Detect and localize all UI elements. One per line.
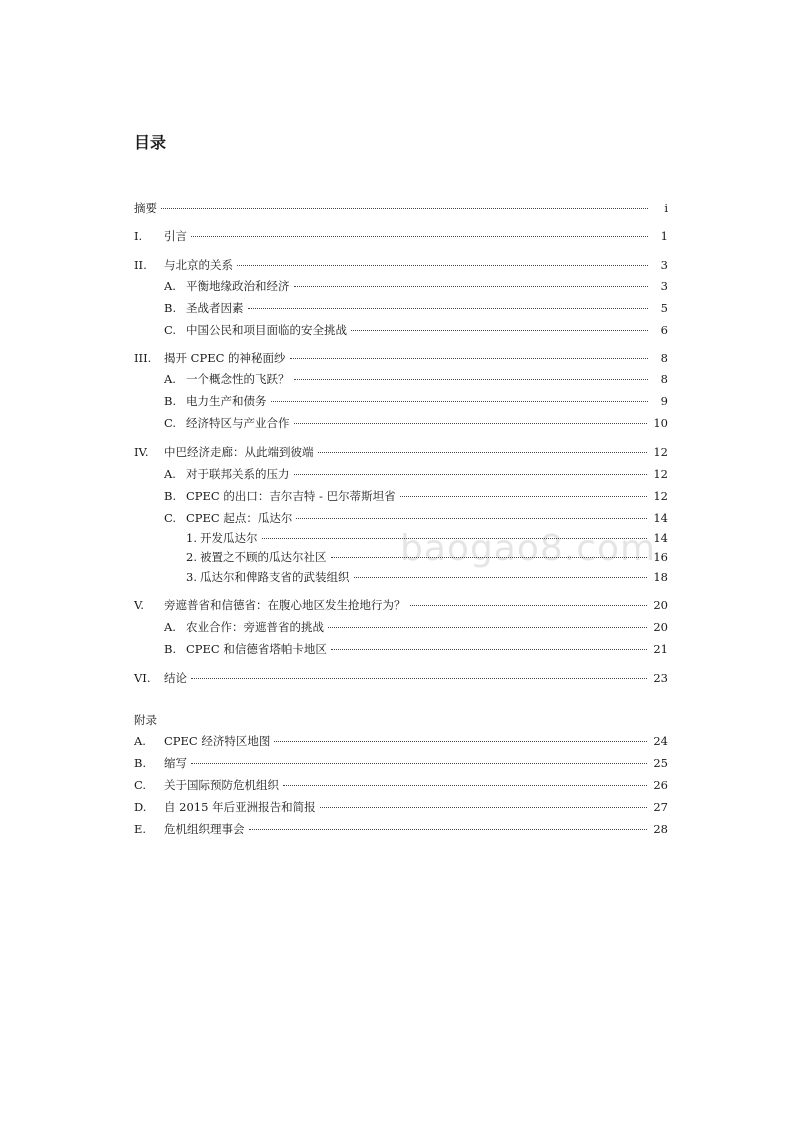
dot-leader	[331, 649, 647, 650]
dot-leader	[237, 265, 648, 266]
dot-leader	[354, 577, 648, 578]
annex-page: 28	[653, 822, 668, 836]
toc-number: I.	[134, 229, 143, 243]
dot-leader	[283, 785, 647, 786]
toc-number: III.	[134, 351, 152, 365]
annex-page: 27	[653, 800, 668, 814]
dot-leader	[351, 330, 648, 331]
dot-leader	[271, 401, 649, 402]
toc-number: VI.	[134, 671, 151, 685]
dot-leader	[294, 474, 648, 475]
toc-entry[interactable]	[164, 619, 668, 637]
toc-page: 8	[660, 372, 668, 386]
annex-entry[interactable]	[134, 777, 668, 795]
dot-leader	[294, 423, 648, 424]
toc-number: A.	[164, 467, 176, 481]
toc-page: 21	[653, 642, 668, 656]
dot-leader	[400, 496, 648, 497]
toc-entry[interactable]	[186, 549, 668, 567]
toc-entry[interactable]	[134, 257, 668, 275]
toc-title: 平衡地缘政治和经济	[186, 279, 290, 293]
annex-title: 缩写	[164, 756, 187, 770]
toc-entry[interactable]	[164, 393, 668, 411]
annex-entry[interactable]	[134, 733, 668, 751]
toc-page: 9	[660, 394, 668, 408]
toc-title: 揭开 CPEC 的神秘面纱	[164, 351, 286, 365]
dot-leader	[262, 538, 648, 539]
toc-page: 10	[653, 416, 668, 430]
toc-title: 中国公民和项目面临的安全挑战	[186, 323, 347, 337]
toc-page: 8	[660, 351, 668, 365]
toc-entry[interactable]	[164, 322, 668, 340]
dot-leader	[320, 807, 648, 808]
toc-entry[interactable]	[164, 415, 668, 433]
toc-number: 2.	[186, 550, 197, 564]
toc-page: 14	[653, 511, 668, 525]
toc-title: 农业合作：旁遮普省的挑战	[186, 620, 324, 634]
annex-title: 自 2015 年后亚洲报告和简报	[164, 800, 316, 814]
toc-page: 3	[660, 279, 668, 293]
toc-title: CPEC 的出口：吉尔吉特 - 巴尔蒂斯坦省	[186, 489, 396, 503]
toc-page: 5	[660, 301, 668, 315]
toc-page: 1	[660, 229, 668, 243]
toc-number: V.	[134, 598, 144, 612]
annex-title: 危机组织理事会	[164, 822, 245, 836]
toc-page: 14	[653, 531, 668, 545]
dot-leader	[294, 379, 649, 380]
toc-number: B.	[164, 394, 177, 408]
annex-entry[interactable]	[134, 821, 668, 839]
dot-leader	[248, 308, 649, 309]
dot-leader	[290, 358, 648, 359]
toc-entry[interactable]	[164, 488, 668, 506]
toc-entry[interactable]	[164, 278, 668, 296]
annex-number: D.	[134, 800, 147, 814]
toc-title: 与北京的关系	[164, 258, 233, 272]
toc-number: B.	[164, 642, 177, 656]
annex-entry[interactable]	[134, 755, 668, 773]
toc-title: CPEC 起点：瓜达尔	[186, 511, 293, 525]
annex-title: CPEC 经济特区地图	[164, 734, 271, 748]
toc-title: 瓜达尔和俾路支省的武装组织	[200, 570, 350, 584]
toc-entry[interactable]	[164, 641, 668, 659]
toc-number: C.	[164, 511, 177, 525]
annex-entry[interactable]	[134, 799, 668, 817]
toc-title: 圣战者因素	[186, 301, 244, 315]
toc-number: B.	[164, 489, 177, 503]
toc-page: 6	[660, 323, 668, 337]
toc-title: 旁遮普省和信德省：在腹心地区发生抢地行为？	[164, 598, 406, 612]
toc-number: II.	[134, 258, 147, 272]
toc-entry[interactable]	[186, 530, 668, 548]
annex-number: A.	[134, 734, 146, 748]
dot-leader	[410, 605, 648, 606]
annex-number: E.	[134, 822, 147, 836]
toc-number: 1.	[186, 531, 197, 545]
toc-number: 3.	[186, 570, 197, 584]
toc-page: i	[664, 201, 668, 215]
toc-page: 12	[653, 445, 668, 459]
dot-leader	[249, 829, 648, 830]
toc-page: 18	[653, 570, 668, 584]
dot-leader	[318, 452, 648, 453]
annex-heading: 附录	[134, 713, 157, 727]
annex-number: B.	[134, 756, 147, 770]
toc-entry[interactable]	[164, 466, 668, 484]
dot-leader	[296, 518, 647, 519]
dot-leader	[191, 763, 647, 764]
toc-page: 23	[653, 671, 668, 685]
dot-leader	[191, 678, 647, 679]
annex-number: C.	[134, 778, 147, 792]
annex-page: 26	[653, 778, 668, 792]
toc-title: 结论	[164, 671, 187, 685]
toc-title: 被置之不顾的瓜达尔社区	[200, 550, 327, 564]
page-title: 目录	[134, 133, 167, 152]
toc-page: 3	[660, 258, 668, 272]
toc-number: C.	[164, 323, 177, 337]
toc-title: 对于联邦关系的压力	[186, 467, 290, 481]
toc-label: 摘要	[134, 201, 157, 215]
toc-title: 经济特区与产业合作	[186, 416, 290, 430]
dot-leader	[274, 741, 647, 742]
toc-entry[interactable]	[164, 371, 668, 389]
toc-page: 20	[653, 598, 668, 612]
toc-entry-abstract[interactable]	[134, 200, 668, 218]
toc-page: 12	[653, 489, 668, 503]
watermark: baogao8.com	[400, 528, 657, 569]
toc-title: 中巴经济走廊：从此端到彼端	[164, 445, 314, 459]
toc-number: B.	[164, 301, 177, 315]
toc-number: A.	[164, 372, 176, 386]
dot-leader	[161, 208, 648, 209]
dot-leader	[191, 236, 648, 237]
toc-page: 12	[653, 467, 668, 481]
dot-leader	[331, 557, 648, 558]
toc-entry[interactable]	[164, 300, 668, 318]
toc-page: 20	[653, 620, 668, 634]
toc-title: CPEC 和信德省塔帕卡地区	[186, 642, 327, 656]
toc-title: 引言	[164, 229, 187, 243]
toc-entry[interactable]	[134, 597, 668, 615]
toc-number: A.	[164, 620, 176, 634]
toc-number: A.	[164, 279, 176, 293]
toc-entry[interactable]	[134, 444, 668, 462]
toc-entry[interactable]	[134, 350, 668, 368]
toc-page: 16	[653, 550, 668, 564]
toc-entry[interactable]	[186, 569, 668, 587]
toc-entry[interactable]	[134, 228, 668, 246]
annex-title: 关于国际预防危机组织	[164, 778, 279, 792]
toc-title: 一个概念性的飞跃？	[186, 372, 290, 386]
annex-page: 24	[653, 734, 668, 748]
toc-number: C.	[164, 416, 177, 430]
dot-leader	[328, 627, 647, 628]
toc-number: IV.	[134, 445, 149, 459]
dot-leader	[294, 286, 649, 287]
toc-entry[interactable]	[164, 510, 668, 528]
toc-title: 电力生产和债务	[186, 394, 267, 408]
toc-title: 开发瓜达尔	[200, 531, 258, 545]
annex-page: 25	[653, 756, 668, 770]
toc-entry[interactable]	[134, 670, 668, 688]
